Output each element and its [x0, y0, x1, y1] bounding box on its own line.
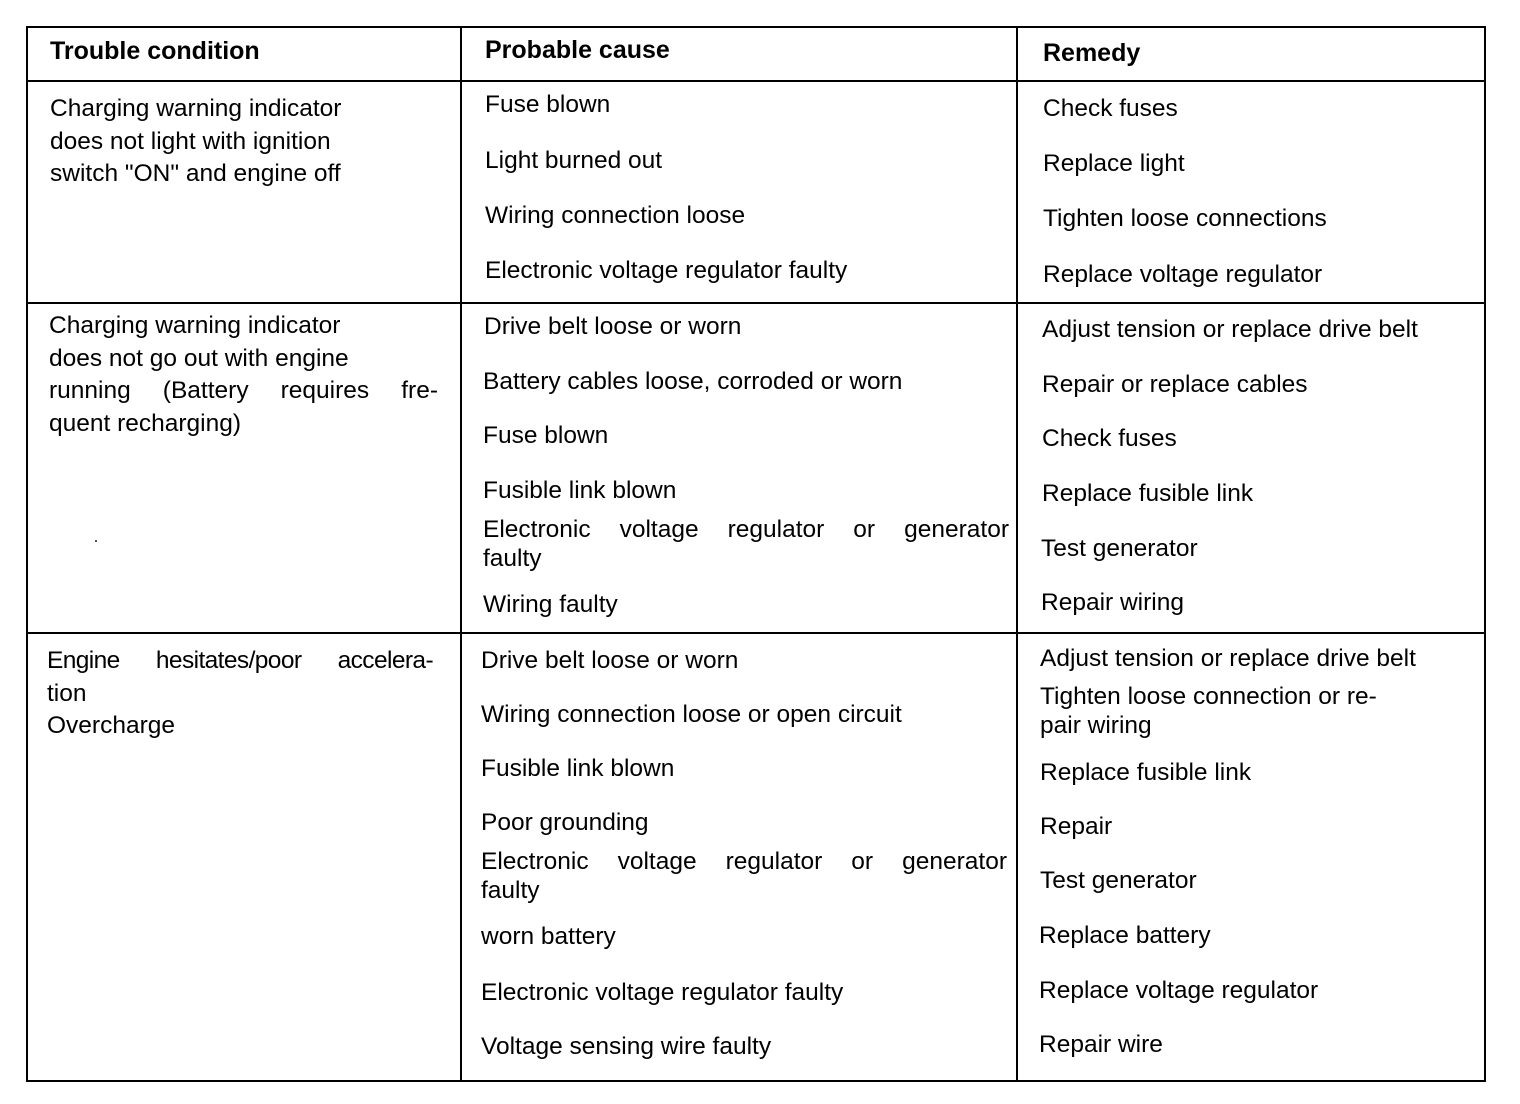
remedy-line: pair wiring — [1040, 712, 1152, 739]
remedy-item: Test generator — [1040, 867, 1197, 894]
cause-item: Fuse blown — [485, 91, 611, 118]
row-divider — [28, 302, 1484, 304]
condition-line: quent recharging) — [49, 409, 242, 437]
column-divider — [460, 28, 462, 1080]
remedy-item: Repair — [1040, 813, 1113, 840]
remedy-item: Test generator — [1041, 535, 1198, 562]
condition-line: switch "ON" and engine off — [50, 160, 341, 187]
cause-item: Light burned out — [485, 147, 663, 174]
row-divider — [28, 632, 1484, 634]
column-divider — [1016, 28, 1018, 1080]
remedy-item: Replace fusible link — [1040, 759, 1252, 786]
cause-line: Electronic voltage regulator or generator — [481, 848, 1007, 875]
condition-line: does not go out with engine — [49, 344, 349, 372]
condition-line: Overcharge — [47, 712, 176, 739]
remedy-item: Repair or replace cables — [1042, 371, 1308, 398]
remedy-item: Check fuses — [1043, 95, 1178, 122]
cause-item: Wiring faulty — [483, 591, 618, 618]
condition-line: Engine hesitates/poor accelera- — [47, 647, 433, 674]
remedy-item: Repair wiring — [1041, 589, 1184, 616]
scan-speck — [95, 540, 97, 542]
cause-item: Voltage sensing wire faulty — [481, 1033, 772, 1060]
remedy-item: Replace voltage regulator — [1039, 977, 1319, 1004]
condition-line: does not light with ignition — [50, 127, 331, 155]
cause-item: Poor grounding — [481, 809, 649, 836]
remedy-item: Replace light — [1043, 150, 1185, 177]
condition-line: running (Battery requires fre- — [49, 377, 438, 404]
remedy-item: Tighten loose connections — [1043, 205, 1327, 232]
condition-line: tion — [47, 679, 87, 707]
cause-item-wrapped — [483, 515, 1009, 573]
cause-item: Electronic voltage regulator faulty — [485, 257, 848, 284]
cause-item: Wiring connection loose — [485, 202, 746, 229]
remedy-item-wrapped — [1040, 682, 1425, 740]
trouble-condition-cell — [49, 310, 438, 440]
condition-line: Charging warning indicator — [50, 95, 342, 122]
remedy-line: Tighten loose connection or re- — [1040, 683, 1377, 710]
remedy-item: Repair wire — [1039, 1031, 1163, 1058]
remedy-item: Replace battery — [1039, 922, 1211, 949]
cause-item: Battery cables loose, corroded or worn — [483, 368, 903, 395]
header-probable-cause: Probable cause — [485, 36, 670, 64]
remedy-item: Replace voltage regulator — [1043, 261, 1323, 288]
cause-line: faulty — [481, 877, 540, 904]
remedy-item: Replace fusible link — [1042, 480, 1254, 507]
header-divider — [28, 80, 1484, 82]
cause-line: Electronic voltage regulator or generator — [483, 516, 1009, 543]
cause-item: worn battery — [481, 923, 616, 950]
condition-line: Charging warning indicator — [49, 312, 341, 339]
trouble-condition-cell — [50, 93, 440, 191]
header-trouble-condition: Trouble condition — [50, 37, 260, 65]
cause-item: Drive belt loose or worn — [481, 647, 739, 674]
remedy-item: Check fuses — [1042, 425, 1177, 452]
cause-item: Fuse blown — [483, 422, 609, 449]
cause-item: Fusible link blown — [481, 755, 675, 782]
cause-item: Electronic voltage regulator faulty — [481, 979, 844, 1006]
cause-item: Drive belt loose or worn — [484, 313, 742, 340]
cause-line: faulty — [483, 545, 542, 572]
cause-item: Fusible link blown — [483, 477, 677, 504]
remedy-item: Adjust tension or replace drive belt — [1042, 316, 1418, 343]
cause-item-wrapped — [481, 847, 1007, 905]
cause-item: Wiring connection loose or open circuit — [481, 701, 902, 728]
header-remedy: Remedy — [1043, 39, 1141, 67]
remedy-item: Adjust tension or replace drive belt — [1040, 645, 1416, 672]
trouble-condition-cell — [47, 645, 433, 743]
